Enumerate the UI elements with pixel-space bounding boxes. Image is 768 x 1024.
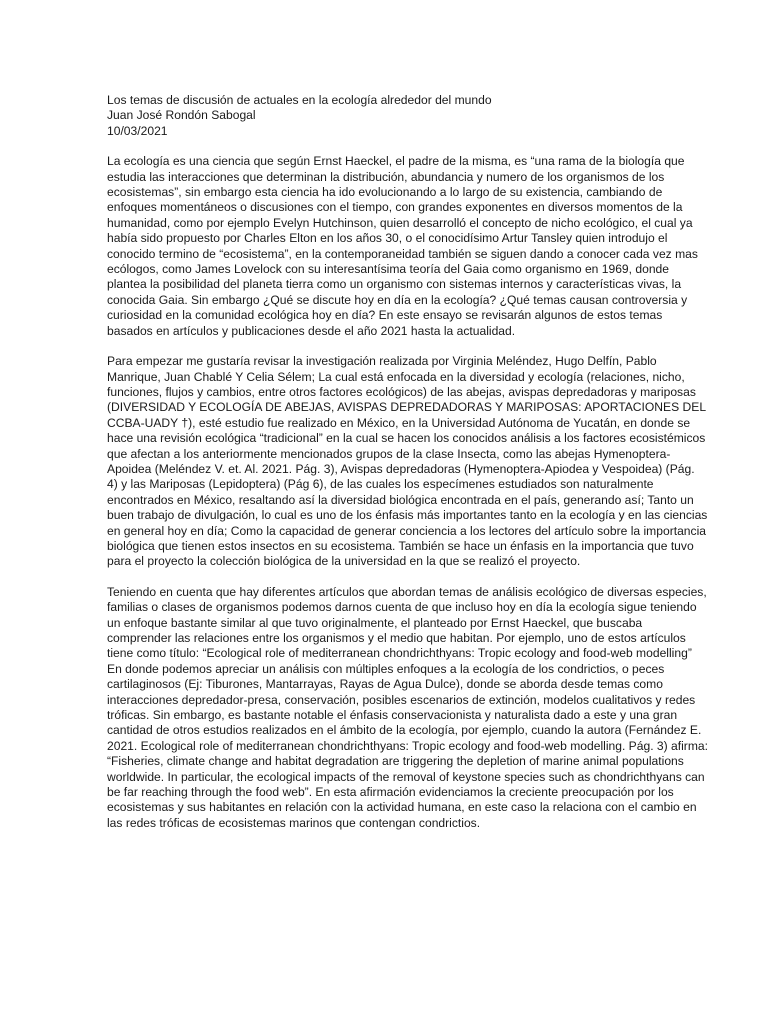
document-title: Los temas de discusión de actuales en la ecología alrededor del mundo	[107, 93, 492, 107]
paragraph-chondrichthyans: Teniendo en cuenta que hay diferentes artículos que abordan temas de análisis ecológico de diversas especies, familias o clases de organismos podemos darnos cuenta de que incluso hoy en día la ecología sigue teniendo un enfoque bastante similar al que tuvo originalmente, el planteado por Ernst Haeckel, que buscaba comprender las relaciones entre los organismos y el medio que habitan. Por ejemplo, uno de estos artículos tiene como título: “Ecological role of mediterranean chondrichthyans: Tropic ecology and food-web modelling” En donde podemos apreciar un análisis con múltiples enfoques a la ecología de los condrictios, o peces cartilaginosos (Ej: Tiburones, Mantarrayas, Rayas de Agua Dulce), donde se aborda desde temas como interacciones depredador-presa, conservación, posibles escenarios de extinción, modelos cualitativos y redes tróficas. Sin embargo, es bastante notable el énfasis conservacionista y naturalista dado a este y una gran cantidad de otros estudios realizados en el ámbito de la ecología, por ejemplo, cuando la autora (Fernández E. 2021. Ecological role of mediterranean chondrichthyans: Tropic ecology and food-web modelling. Pág. 3) afirma: “Fisheries, climate change and habitat degradation are triggering the depletion of marine animal populations worldwide. In particular, the ecological impacts of the removal of keystone species such as chondrichthyans can be far reaching through the food web”. En esta afirmación evidenciamos la creciente preocupación por los ecosistemas y sus habitantes en relación con la actividad humana, en este caso la relaciona con el cambio en las redes tróficas de ecosistemas marinos que contengan condrictios.	[107, 584, 708, 830]
document-header	[107, 93, 708, 139]
paragraph-bees-study: Para empezar me gustaría revisar la investigación realizada por Virginia Meléndez, Hugo Delfín, Pablo Manrique, Juan Chablé Y Celia Sélem; La cual está enfocada en la diversidad y ecología (relaciones, nicho, funciones, flujos y cambios, entre otros factores ecológicos) de las abejas, avispas depredadoras y mariposas (DIVERSIDAD Y ECOLOGÍA DE ABEJAS, AVISPAS DEPREDADORAS Y MARIPOSAS: APORTACIONES DEL CCBA-UADY †), esté estudio fue realizado en México, en la Universidad Autónoma de Yucatán, en donde se hace una revisión ecológica “tradicional” en la cual se hacen los conocidos análisis a los factores ecosistémicos que afectan a los anteriormente mencionados grupos de la clase Insecta, como las abejas Hymenoptera-Apoidea (Meléndez V. et. Al. 2021. Pág. 3), Avispas depredadoras (Hymenoptera-Apiodea y Vespoidea) (Pág. 4) y las Mariposas (Lepidoptera) (Pág 6), de las cuales los especímenes estudiados son naturalmente encontrados en México, resaltando así la diversidad biológica encontrada en el país, generando así; Tanto un buen trabajo de divulgación, lo cual es uno de los énfasis más importantes tanto en la ecología y en las ciencias en general hoy en día; Como la capacidad de generar conciencia a los lectores del artículo sobre la importancia biológica que tienen estos insectos en su ecosistema. También se hace un énfasis en la importancia que tuvo para el proyecto la colección biológica de la universidad en la que se realizó el proyecto.	[107, 354, 708, 569]
document-author: Juan José Rondón Sabogal	[107, 108, 256, 123]
paragraph-intro: La ecología es una ciencia que según Ernst Haeckel, el padre de la misma, es “una rama de la biología que estudia las interacciones que determinan la distribución, abundancia y numero de los organismos de los ecosistemas”, sin embargo esta ciencia ha ido evolucionando a lo largo de su existencia, cambiando de enfoques momentáneos o discusiones con el tiempo, con grandes exponentes en diversos momentos de la humanidad, como por ejemplo Evelyn Hutchinson, quien desarrolló el concepto de nicho ecológico, el cual ya había sido propuesto por Charles Elton en los años 30, o el conocidísimo Artur Tansley quien introdujo el conocido termino de “ecosistema”, en la contemporaneidad también se siguen dando a conocer cada vez mas ecólogos, como James Lovelock con su interesantísima teoría del Gaia como organismo en 1969, donde plantea la posibilidad del planeta tierra como un organismo con sistemas internos y características vivas, la conocida Gaia. Sin embargo ¿Qué se discute hoy en día en la ecología? ¿Qué temas causan controversia y curiosidad en la comunidad ecológica hoy en día? En este ensayo se revisarán algunos de estos temas basados en artículos y publicaciones desde el año 2021 hasta la actualidad.	[107, 154, 698, 338]
document-date: 10/03/2021	[107, 123, 168, 138]
